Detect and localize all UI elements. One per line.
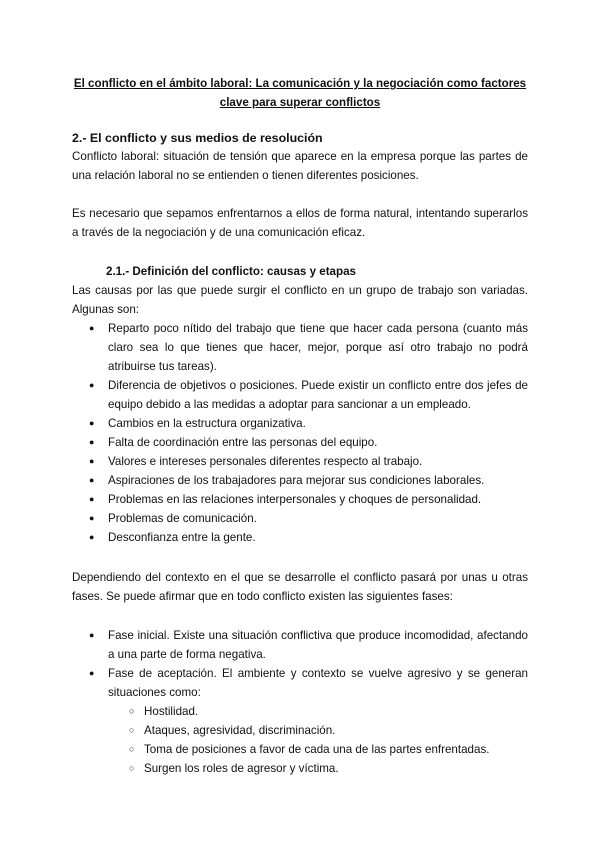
- bullet-icon: ●: [89, 380, 95, 390]
- list-item: ● Reparto poco nítido del trabajo que tiene que hacer cada persona (cuanto más claro sea lo que tienes que hacer, mejor, porque así otro trabajo no podrá atribuirse tus tareas).: [72, 319, 528, 376]
- sub-bullet-icon: ○: [129, 763, 135, 773]
- list-item: ● Aspiraciones de los trabajadores para mejorar sus condiciones laborales.: [72, 471, 528, 490]
- bullet-icon: ●: [89, 456, 95, 466]
- phases-list: [72, 626, 528, 778]
- title-line-2: clave para superar conflictos: [219, 96, 381, 109]
- bullet-icon: ●: [89, 418, 95, 428]
- title-line-1: El conflicto en el ámbito laboral: La comunicación y la negociación como factores: [73, 77, 527, 90]
- necessary-paragraph: Es necesario que sepamos enfrentarnos a ellos de forma natural, intentando superarlos a través de la negociación y de una comunicación eficaz.: [72, 207, 528, 239]
- causes-paragraph: Las causas por las que puede surgir el conflicto en un grupo de trabajo son variadas. Algunas son:: [72, 284, 528, 316]
- sub-bullet-icon: ○: [129, 725, 135, 735]
- list-item: ● Fase inicial. Existe una situación conflictiva que produce incomodidad, afectando a una parte de forma negativa.: [72, 626, 528, 664]
- list-item: ● Problemas de comunicación.: [72, 509, 528, 528]
- list-item: ○ Surgen los roles de agresor y víctima.: [108, 759, 528, 778]
- sub-bullet-icon: ○: [129, 744, 135, 754]
- bullet-icon: ●: [89, 323, 95, 333]
- list-item: ● Cambios en la estructura organizativa.: [72, 414, 528, 433]
- list-item: ● Problemas en las relaciones interpersonales y choques de personalidad.: [72, 490, 528, 509]
- sub-bullet-icon: ○: [129, 706, 135, 716]
- list-item: ● Desconfianza entre la gente.: [72, 528, 528, 547]
- bullet-icon: ●: [89, 475, 95, 485]
- bullet-icon: ●: [89, 668, 95, 678]
- section-heading: 2.- El conflicto y sus medios de resolución: [72, 131, 323, 145]
- bullet-icon: ●: [89, 513, 95, 523]
- bullet-icon: ●: [89, 437, 95, 447]
- bullet-icon: ●: [89, 532, 95, 542]
- acceptance-sublist: [108, 702, 528, 778]
- list-item: ● Diferencia de objetivos o posiciones. Puede existir un conflicto entre dos jefes de equipo debido a las medidas a adoptar para sancionar a un empleado.: [72, 376, 528, 414]
- definition-paragraph: Conflicto laboral: situación de tensión que aparece en la empresa porque las partes de una relación laboral no se entienden o tienen diferentes posiciones.: [72, 150, 528, 182]
- document-title: [60, 74, 540, 112]
- bullet-icon: ●: [89, 494, 95, 504]
- list-item: ● Falta de coordinación entre las personas del equipo.: [72, 433, 528, 452]
- list-item: ○ Hostilidad.: [108, 702, 528, 721]
- subsection-heading: 2.1.- Definición del conflicto: causas y etapas: [106, 265, 356, 278]
- list-item: ● Fase de aceptación. El ambiente y contexto se vuelve agresivo y se generan situaciones como: ○ Hostilidad. ○ Ataques, agresividad, discriminación. ○ Toma de posiciones a favor de cada una de las partes enfrentadas. ○ Surgen los roles de agresor y víctima.: [72, 664, 528, 778]
- phases-paragraph: Dependiendo del contexto en el que se desarrolle el conflicto pasará por unas u otras fases. Se puede afirmar que en todo conflicto existen las siguientes fases:: [72, 571, 528, 603]
- bullet-icon: ●: [89, 630, 95, 640]
- list-item: ○ Ataques, agresividad, discriminación.: [108, 721, 528, 740]
- list-item: ○ Toma de posiciones a favor de cada una de las partes enfrentadas.: [108, 740, 528, 759]
- list-item: ● Valores e intereses personales diferentes respecto al trabajo.: [72, 452, 528, 471]
- causes-list: [72, 319, 528, 547]
